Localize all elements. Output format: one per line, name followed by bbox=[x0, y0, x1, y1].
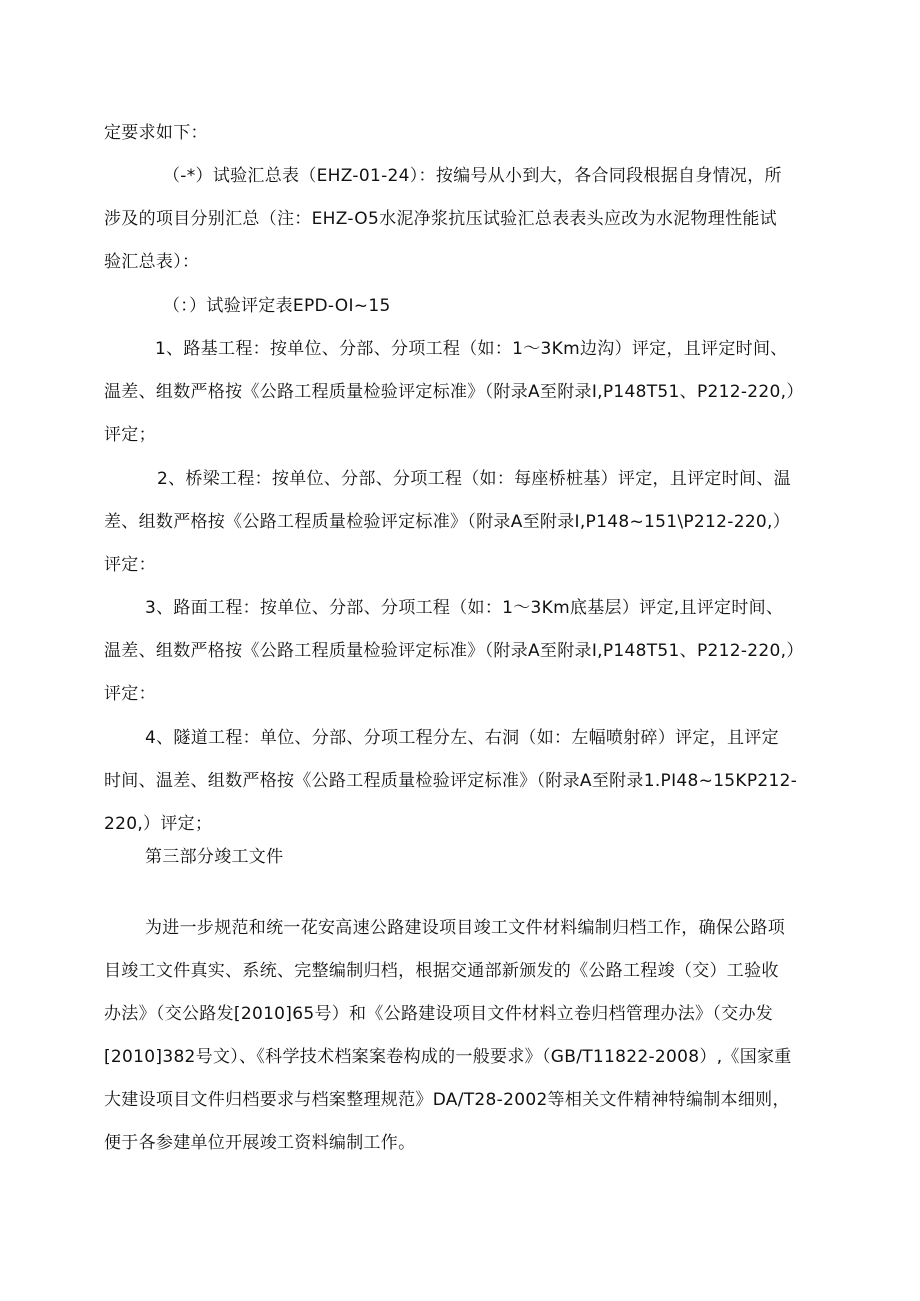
line-22: [2010]382号文）、《科学技术档案案卷构成的一般要求》（GB/T11822-2008）,《国家重 bbox=[104, 1047, 792, 1067]
line-13: 温差、组数严格按《公路工程质量检验评定标准》（附录A至附录I,P148T51、P212-220,） bbox=[104, 641, 804, 661]
line-14: 评定： bbox=[104, 684, 156, 704]
line-15: 4、隧道工程：单位、分部、分项工程分左、右洞（如：左幅喷射碎）评定，且评定 bbox=[145, 728, 779, 748]
line-16: 时间、温差、组数严格按《公路工程质量检验评定标准》（附录A至附录1.PI48~15KP212- bbox=[104, 771, 798, 791]
line-07: 温差、组数严格按《公路工程质量检验评定标准》（附录A至附录I,P148T51、P212-220,） bbox=[104, 382, 804, 402]
line-12: 3、路面工程：按单位、分部、分项工程（如：1～3Km底基层）评定,且评定时间、 bbox=[145, 598, 784, 618]
line-11: 评定： bbox=[104, 555, 156, 575]
section-heading: 第三部分竣工文件 bbox=[145, 847, 284, 867]
line-23: 大建设项目文件归档要求与档案整理规范》DA/T28-2002等相关文件精神特编制本细则， bbox=[104, 1090, 790, 1110]
line-19: 为进一步规范和统一花安高速公路建设项目竣工文件材料编制归档工作，确保公路项 bbox=[145, 918, 786, 938]
line-10: 差、组数严格按《公路工程质量检验评定标准》（附录A至附录I,P148~151\P212-220,） bbox=[104, 512, 791, 532]
line-17: 220,）评定； bbox=[104, 814, 213, 834]
line-04: 验汇总表）： bbox=[104, 252, 200, 272]
line-08: 评定； bbox=[104, 425, 156, 445]
line-01: 定要求如下： bbox=[104, 123, 208, 143]
line-06: 1、路基工程：按单位、分部、分项工程（如：1～3Km边沟）评定，且评定时间、 bbox=[155, 339, 788, 359]
line-21: 办法》（交公路发[2010]65号）和《公路建设项目文件材料立卷归档管理办法》（交办发 bbox=[104, 1004, 774, 1024]
line-09: 2、桥梁工程：按单位、分部、分项工程（如：每座桥桩基）评定，且评定时间、温 bbox=[157, 469, 791, 489]
line-20: 目竣工文件真实、系统、完整编制归档，根据交通部新颁发的《公路工程竣（交）工验收 bbox=[104, 961, 779, 981]
line-24: 便于各参建单位开展竣工资料编制工作。 bbox=[104, 1133, 416, 1153]
line-02: （-*）试验汇总表（EHZ-01-24）：按编号从小到大，各合同段根据自身情况，所 bbox=[163, 166, 782, 186]
line-03: 涉及的项目分别汇总（注：EHZ-O5水泥净浆抗压试验汇总表表头应改为水泥物理性能试 bbox=[104, 209, 777, 229]
line-05: （：）试验评定表EPD-OI~15 bbox=[163, 296, 391, 316]
